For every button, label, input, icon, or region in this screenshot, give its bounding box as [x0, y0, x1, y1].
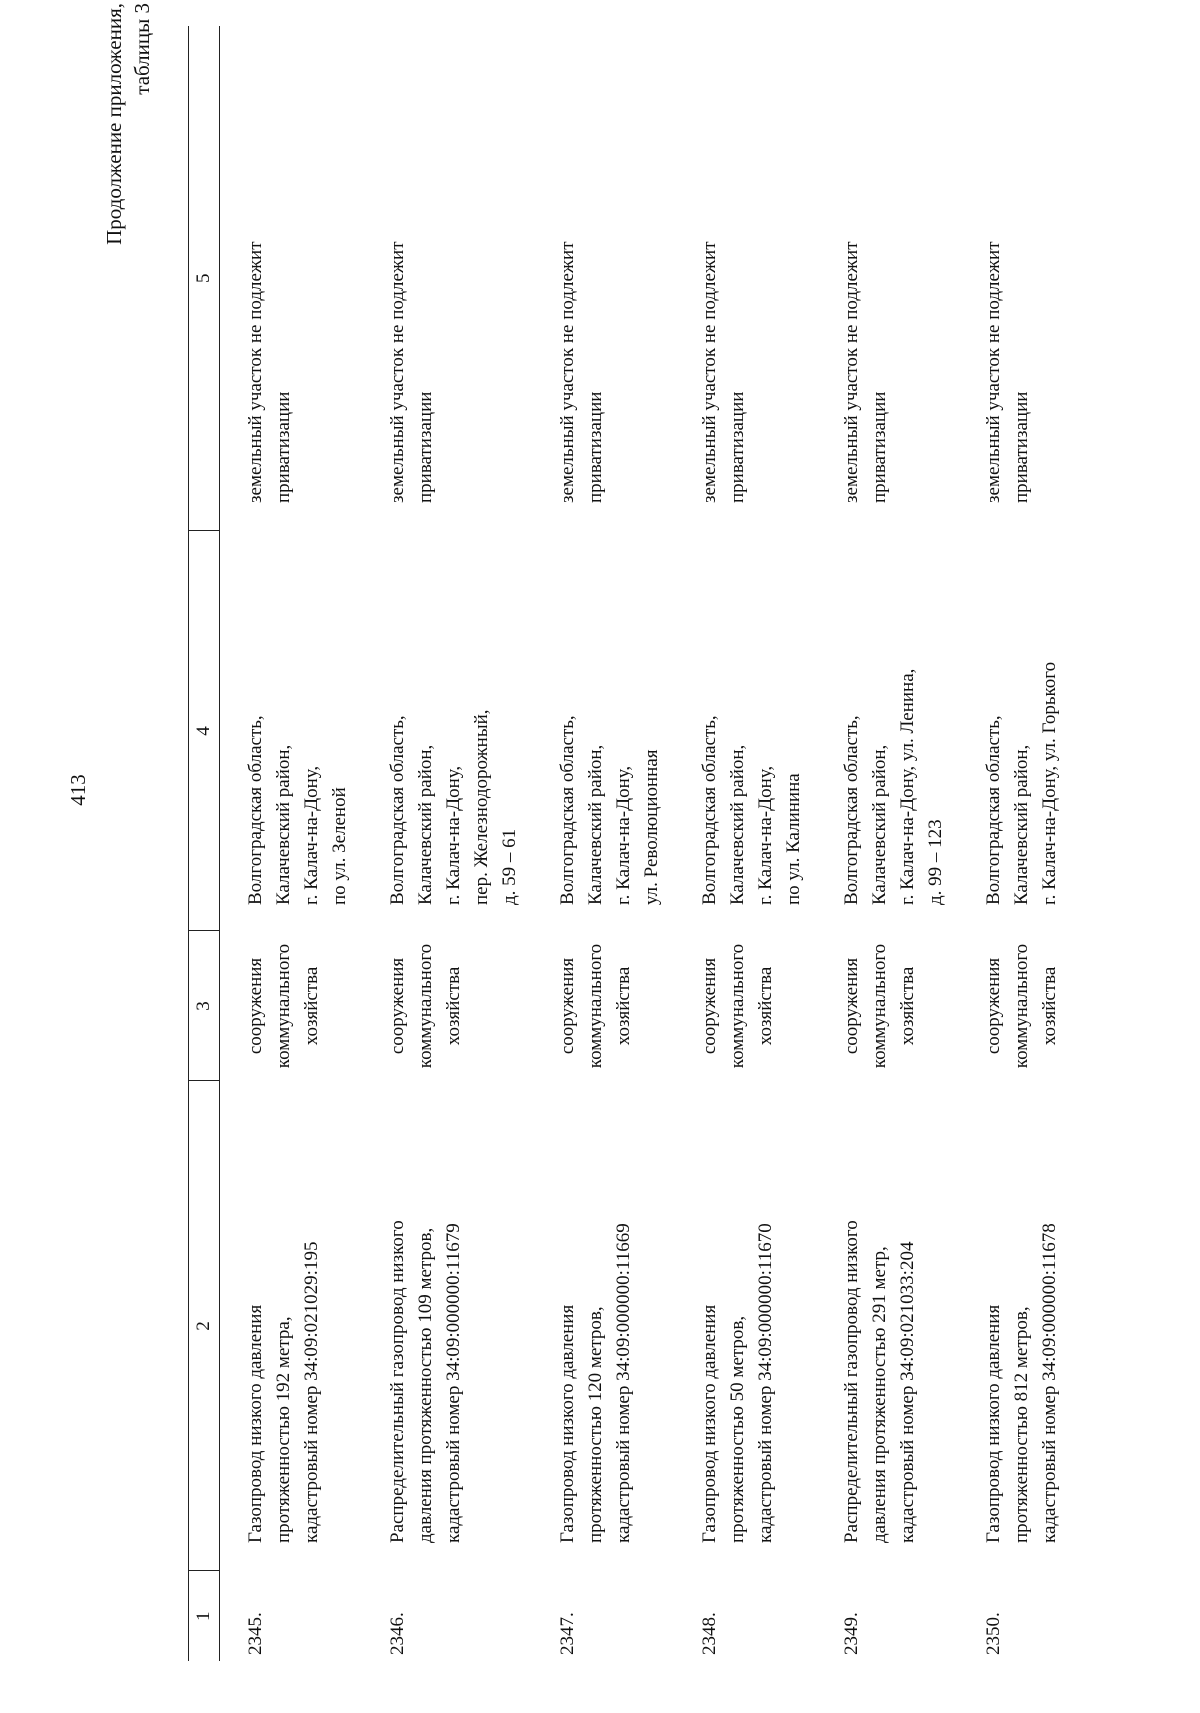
cell-line: Волгоградская область,: [387, 715, 408, 905]
row-number-cell: 2346.: [387, 1612, 408, 1655]
cell-line: кадастровый номер 34:09:021029:195: [301, 1241, 322, 1543]
cell-line: Газопровод низкого давления: [699, 1304, 720, 1543]
cell-line: хозяйства: [755, 966, 776, 1046]
cell-line: протяженностью 192 метра,: [273, 1316, 294, 1543]
cell-line: сооружения: [699, 957, 720, 1055]
cell-line: г. Калач-на-Дону, ул. Ленина,: [897, 668, 918, 905]
cell-line: д. 59 – 61: [499, 828, 520, 905]
cell-line: приватизации: [415, 391, 436, 503]
column-number: 4: [189, 531, 220, 931]
cell-line: протяженностью 120 метров,: [585, 1306, 606, 1543]
cell-line: приватизации: [273, 391, 294, 503]
cell-line: г. Калач-на-Дону,: [301, 765, 322, 905]
cell-line: Волгоградская область,: [245, 715, 266, 905]
cell-line: давления протяженностью 109 метров,: [415, 1227, 436, 1543]
cell-line: кадастровый номер 34:09:000000:11669: [613, 1223, 634, 1543]
note-cell: [220, 26, 355, 531]
note-cell: [354, 26, 524, 531]
cell-line: протяженностью 50 метров,: [727, 1315, 748, 1543]
cell-line: коммунального: [1011, 943, 1032, 1069]
cell-line: Распределительный газопровод низкого: [387, 1220, 408, 1543]
cell-line: Волгоградская область,: [699, 715, 720, 905]
cell-line: кадастровый номер 34:09:000000:11679: [443, 1223, 464, 1543]
address-cell: [220, 531, 355, 931]
cell-line: по ул. Калинина: [783, 773, 804, 905]
cell-line: кадастровый номер 34:09:000000:11670: [755, 1223, 776, 1543]
row-number-cell: 2349.: [841, 1612, 862, 1655]
cell-line: д. 99 – 123: [925, 819, 946, 905]
row-number-cell: 2345.: [245, 1612, 266, 1655]
cell-line: коммунального: [727, 943, 748, 1069]
cell-line: земельный участок не подлежит: [983, 241, 1004, 503]
cell-line: хозяйства: [1039, 966, 1060, 1046]
table-row: [666, 26, 808, 1661]
row-number-cell: 2347.: [557, 1612, 578, 1655]
cell-line: г. Калач-на-Дону,: [755, 765, 776, 905]
cell-line: Волгоградская область,: [983, 715, 1004, 905]
cell-line: коммунального: [585, 943, 606, 1069]
cell-line: г. Калач-на-Дону,: [443, 765, 464, 905]
note-cell: [666, 26, 808, 531]
object-type-cell: [220, 931, 355, 1081]
row-number-cell: 2348.: [699, 1612, 720, 1655]
note-cell: [808, 26, 950, 531]
cell-line: Газопровод низкого давления: [557, 1304, 578, 1543]
cell-line: Газопровод низкого давления: [245, 1304, 266, 1543]
cell-line: земельный участок не подлежит: [387, 241, 408, 503]
cell-line: Калачевский район,: [869, 744, 890, 905]
note-cell: [950, 26, 1092, 531]
cell-line: Газопровод низкого давления: [983, 1304, 1004, 1543]
cell-line: коммунального: [273, 943, 294, 1069]
table-body: [220, 26, 1093, 1661]
cell-line: сооружения: [557, 957, 578, 1055]
address-cell: [666, 531, 808, 931]
cell-line: коммунального: [869, 943, 890, 1069]
address-cell: [354, 531, 524, 931]
object-name-cell: [524, 1081, 666, 1571]
cell-line: хозяйства: [897, 966, 918, 1046]
column-number: 5: [189, 26, 220, 531]
cell-line: приватизации: [727, 391, 748, 503]
cell-line: кадастровый номер 34:09:000000:11678: [1039, 1223, 1060, 1543]
cell-line: Калачевский район,: [1011, 744, 1032, 905]
table-row: [354, 26, 524, 1661]
cell-line: Волгоградская область,: [557, 715, 578, 905]
column-number: 2: [189, 1081, 220, 1571]
cell-line: земельный участок не подлежит: [245, 241, 266, 503]
table-row: [220, 26, 355, 1661]
cell-line: сооружения: [841, 957, 862, 1055]
cell-line: давления протяженностью 291 метр,: [869, 1246, 890, 1543]
cell-line: коммунального: [415, 943, 436, 1069]
cell-line: Волгоградская область,: [841, 715, 862, 905]
continuation-note: [100, 3, 156, 393]
object-name-cell: [950, 1081, 1092, 1571]
cell-line: хозяйства: [613, 966, 634, 1046]
cell-line: ул. Революционная: [641, 749, 662, 905]
continuation-note-line: таблицы 3: [130, 3, 154, 95]
note-cell: [524, 26, 666, 531]
cell-line: г. Калач-на-Дону,: [613, 765, 634, 905]
row-number-cell: 2350.: [983, 1612, 1004, 1655]
cell-line: сооружения: [387, 957, 408, 1055]
object-type-cell: [950, 931, 1092, 1081]
cell-line: протяженностью 812 метров,: [1011, 1306, 1032, 1543]
table-row: [808, 26, 950, 1661]
cell-line: сооружения: [245, 957, 266, 1055]
continuation-note-line: Продолжение приложения,: [102, 3, 126, 245]
object-name-cell: [666, 1081, 808, 1571]
cell-line: Калачевский район,: [273, 744, 294, 905]
cell-line: Калачевский район,: [727, 744, 748, 905]
object-name-cell: [808, 1081, 950, 1571]
cell-line: земельный участок не подлежит: [557, 241, 578, 503]
table-row: [950, 26, 1092, 1661]
column-number: 1: [189, 1571, 220, 1661]
cell-line: Калачевский район,: [415, 744, 436, 905]
cell-line: приватизации: [1011, 391, 1032, 503]
cell-line: г. Калач-на-Дону, ул. Горького: [1039, 661, 1060, 905]
cell-line: сооружения: [983, 957, 1004, 1055]
object-type-cell: [354, 931, 524, 1081]
cell-line: кадастровый номер 34:09:021033:204: [897, 1241, 918, 1543]
address-cell: [524, 531, 666, 931]
column-number-row: [189, 26, 220, 1661]
cell-line: Калачевский район,: [585, 744, 606, 905]
object-type-cell: [666, 931, 808, 1081]
object-name-cell: [354, 1081, 524, 1571]
cell-line: Распределительный газопровод низкого: [841, 1220, 862, 1543]
cell-line: хозяйства: [301, 966, 322, 1046]
object-type-cell: [524, 931, 666, 1081]
cell-line: хозяйства: [443, 966, 464, 1046]
column-number: 3: [189, 931, 220, 1081]
address-cell: [950, 531, 1092, 931]
cell-line: приватизации: [585, 391, 606, 503]
table-row: [524, 26, 666, 1661]
page-number: 413: [66, 774, 90, 806]
object-type-cell: [808, 931, 950, 1081]
object-name-cell: [220, 1081, 355, 1571]
cell-line: земельный участок не подлежит: [699, 241, 720, 503]
property-table: [188, 26, 1092, 1661]
cell-line: пер. Железнодорожный,: [471, 709, 492, 905]
address-cell: [808, 531, 950, 931]
cell-line: приватизации: [869, 391, 890, 503]
cell-line: по ул. Зеленой: [329, 787, 350, 905]
cell-line: земельный участок не подлежит: [841, 241, 862, 503]
